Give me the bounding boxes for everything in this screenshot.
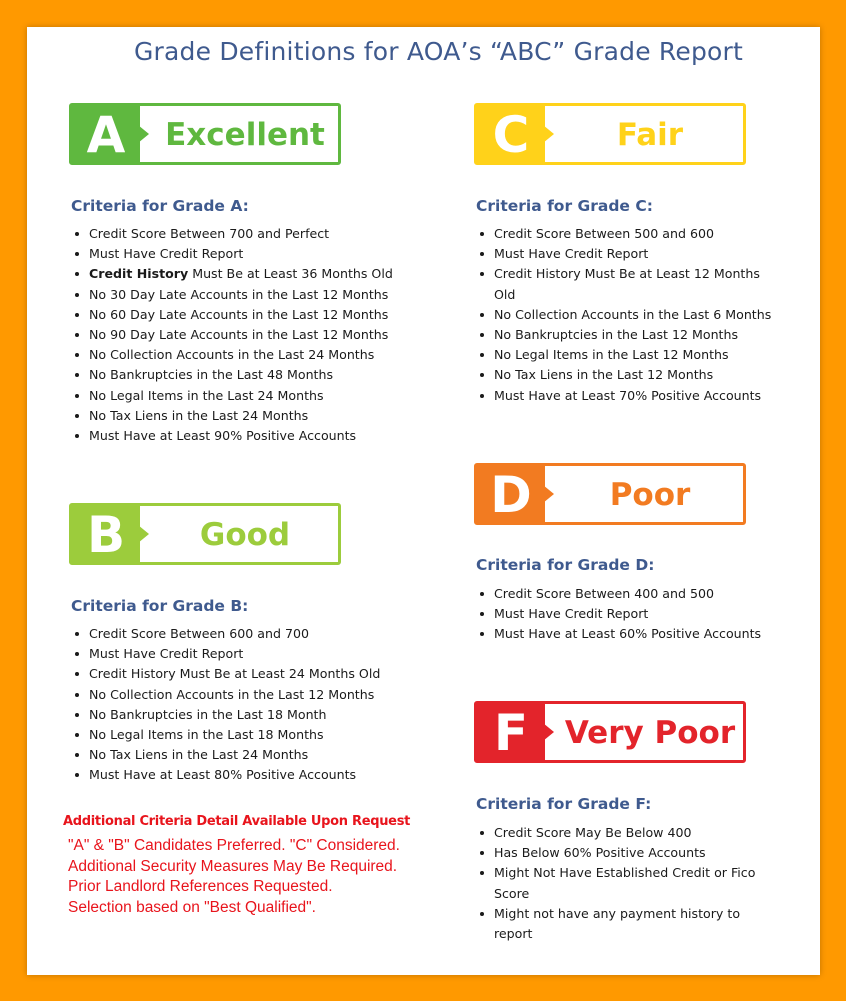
list-item: Must Have Credit Report [71, 644, 431, 664]
grade-d-criteria-title: Criteria for Grade D: [476, 556, 655, 574]
list-item: Credit History Must Be at Least 36 Months Old [71, 264, 431, 284]
grade-b-badge [69, 503, 341, 565]
grade-d-label: Poor [609, 477, 691, 513]
list-item: No Collection Accounts in the Last 12 Months [71, 685, 431, 705]
list-item: No Legal Items in the Last 24 Months [71, 386, 431, 406]
list-item: No Collection Accounts in the Last 24 Months [71, 345, 431, 365]
grade-d-letter: D [490, 466, 532, 524]
grade-c-label: Fair [616, 117, 684, 153]
note-line: Additional Security Measures May Be Required. [68, 857, 398, 875]
grade-c-criteria-list [476, 224, 776, 406]
list-item: No Legal Items in the Last 18 Months [71, 725, 431, 745]
list-item: Credit Score Between 500 and 600 [476, 224, 776, 244]
grade-f-criteria-list [476, 823, 776, 944]
list-item: Credit History Must Be at Least 12 Months Old [476, 264, 776, 304]
list-item: Must Have at Least 60% Positive Accounts [476, 624, 806, 644]
list-item: Must Have Credit Report [71, 244, 431, 264]
note-line: Prior Landlord References Requested. [68, 878, 333, 895]
list-item: No Collection Accounts in the Last 6 Months [476, 305, 776, 325]
list-item: No 60 Day Late Accounts in the Last 12 Months [71, 305, 431, 325]
list-item: Credit History Must Be at Least 24 Months Old [71, 664, 431, 684]
grade-f-badge [474, 701, 746, 763]
grade-b-criteria-title: Criteria for Grade B: [71, 597, 249, 615]
list-item: Must Have at Least 70% Positive Accounts [476, 386, 776, 406]
list-item: Has Below 60% Positive Accounts [476, 843, 776, 863]
list-item: No Legal Items in the Last 12 Months [476, 345, 776, 365]
list-item: No Bankruptcies in the Last 12 Months [476, 325, 776, 345]
additional-criteria-notes [68, 836, 400, 918]
grade-b-criteria-list [71, 624, 431, 786]
list-item: Credit Score May Be Below 400 [476, 823, 776, 843]
grade-definitions-card [27, 27, 820, 975]
grade-a-criteria-title: Criteria for Grade A: [71, 197, 249, 215]
list-item: No Tax Liens in the Last 24 Months [71, 745, 431, 765]
list-item: Must Have at Least 80% Positive Accounts [71, 765, 431, 785]
list-item: Must Have Credit Report [476, 604, 806, 624]
list-item: No Bankruptcies in the Last 18 Month [71, 705, 431, 725]
grade-b-label: Good [199, 517, 291, 553]
list-item: Might Not Have Established Credit or Fico Score [476, 863, 776, 903]
grade-a-criteria-list [71, 224, 431, 446]
list-item: Credit Score Between 700 and Perfect [71, 224, 431, 244]
grade-f-letter: F [493, 704, 529, 762]
list-item: Must Have Credit Report [476, 244, 776, 264]
list-item: No Tax Liens in the Last 12 Months [476, 365, 776, 385]
grade-b-letter: B [86, 506, 126, 564]
additional-criteria-heading: Additional Criteria Detail Available Upon Request [63, 814, 411, 829]
list-item: Might not have any payment history to report [476, 904, 776, 944]
list-item: Credit Score Between 600 and 700 [71, 624, 431, 644]
grade-d-criteria-list [476, 584, 806, 645]
list-item: No 30 Day Late Accounts in the Last 12 Months [71, 285, 431, 305]
grade-c-letter: C [492, 106, 530, 164]
list-item: Credit Score Between 400 and 500 [476, 584, 806, 604]
list-item: No 90 Day Late Accounts in the Last 12 Months [71, 325, 431, 345]
grade-a-badge [69, 103, 341, 165]
list-item: No Tax Liens in the Last 24 Months [71, 406, 431, 426]
grade-c-badge [474, 103, 746, 165]
grade-a-label: Excellent [165, 117, 325, 153]
list-item: Must Have at Least 90% Positive Accounts [71, 426, 431, 446]
list-item: No Bankruptcies in the Last 48 Months [71, 365, 431, 385]
note-line: "A" & "B" Candidates Preferred. "C" Considered. [68, 837, 400, 854]
page-title: Grade Definitions for AOA’s “ABC” Grade Report [133, 37, 744, 66]
grade-d-badge [474, 463, 746, 525]
grade-f-criteria-title: Criteria for Grade F: [476, 795, 652, 813]
grade-a-letter: A [86, 106, 126, 164]
note-line: Selection based on "Best Qualified". [68, 898, 316, 916]
grade-c-criteria-title: Criteria for Grade C: [476, 197, 653, 215]
grade-f-label: Very Poor [564, 715, 736, 751]
